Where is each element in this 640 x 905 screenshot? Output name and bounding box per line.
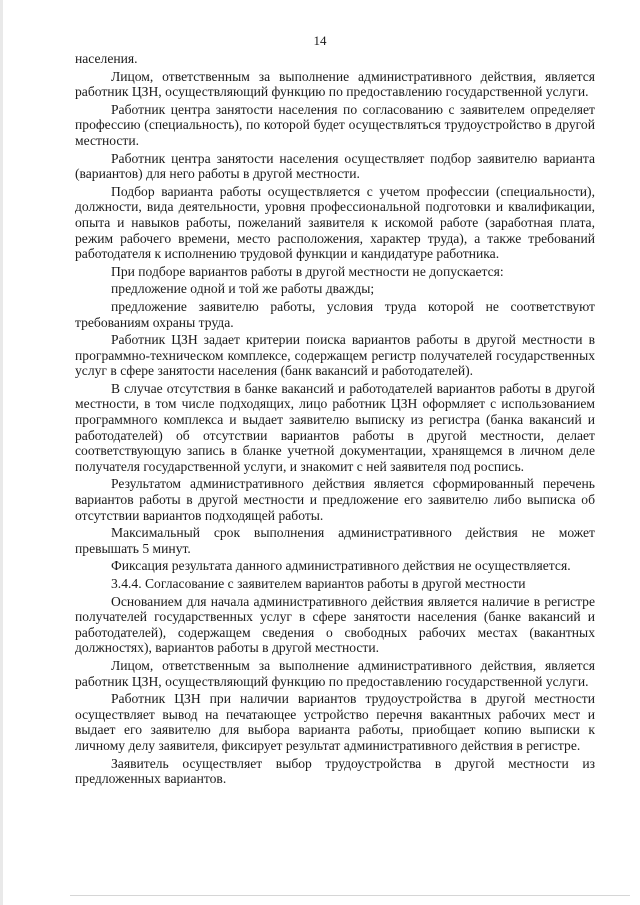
paragraph: Работник ЦЗН задает критерии поиска вариантов работы в другой местности в программно-техническом комплексе, содержащем регистр получателей государственных услуг в сфере занятости населения (банк вакансий и работодателей). xyxy=(75,332,595,379)
paragraph: Работник центра занятости населения по согласованию с заявителем определяет профессию (специальность), по которой будет осуществляться трудоустройство в другой местности. xyxy=(75,101,595,148)
scan-edge xyxy=(0,0,3,905)
paragraph: населения. xyxy=(75,51,138,66)
paragraph: Работник центра занятости населения осуществляет подбор заявителю варианта (вариантов) для него работы в другой местности. xyxy=(75,150,595,182)
page-number: 14 xyxy=(313,33,327,48)
paragraph: Результатом административного действия является сформированный перечень вариантов работы в другой местности и предложение его заявителю либо выписка об отсутствии вариантов подходящей работы. xyxy=(75,476,595,523)
paragraph: 3.4.4. Согласование с заявителем вариантов работы в другой местности xyxy=(111,576,526,591)
paragraph: Лицом, ответственным за выполнение административного действия, является работник ЦЗН, осуществляющий функцию по предоставлению государственной услуги. xyxy=(75,68,595,100)
paragraph: Фиксация результата данного административного действия не осуществляется. xyxy=(111,558,571,574)
paragraph: предложение одной и той же работы дважды; xyxy=(111,281,375,297)
paragraph: Максимальный срок выполнения административного действия не может превышать 5 минут. xyxy=(75,525,595,556)
paragraph: Работник ЦЗН при наличии вариантов трудоустройства в другой местности осуществляет вывод на печатающее устройство перечня вакантных рабочих мест и выдает его заявителю для выбора варианта работы, приобщает копию выписки к личному делу заявителя, фиксирует результат административного действия в регистре. xyxy=(75,691,595,753)
scan-bottom-edge xyxy=(70,895,630,896)
paragraph: предложение заявителю работы, условия труда которой не соответствуют требованиям охраны труда. xyxy=(75,298,595,330)
paragraph: Подбор варианта работы осуществляется с учетом профессии (специальности), должности, вида деятельности, уровня профессиональной подготовки и квалификации, опыта и навыков работы, пожеланий заявителя к искомой работе (заработная плата, режим рабочего времени, место расположения, характер труда), а также требований работодателя к исполнению трудовой функции и кандидатуре работника. xyxy=(75,183,595,262)
paragraph: Лицом, ответственным за выполнение административного действия, является работник ЦЗН, осуществляющий функцию по предоставлению государственной услуги. xyxy=(75,657,595,689)
body-text xyxy=(75,51,595,787)
paragraph: Основанием для начала административного действия является наличие в регистре получателей государственных услуг в сфере занятости населения (банке вакансий и работодателей), содержащем сведения о свободных рабочих местах (вакантных должностях), вариантов работы в другой местности. xyxy=(75,593,595,656)
paragraph: Заявитель осуществляет выбор трудоустройства в другой местности из предложенных вариантов. xyxy=(75,755,595,787)
paragraph: При подборе вариантов работы в другой местности не допускается: xyxy=(111,263,504,279)
paragraph: В случае отсутствия в банке вакансий и работодателей вариантов работы в другой местности, в том числе подходящих, лицо работник ЦЗН оформляет с использованием программного комплекса и выдает заявителю выписку из регистра (банка вакансий и работодателей) об отсутствии вариантов работы в другой местности, делает соответствующую запись в бланке учетной документации, хранящемся в личном деле получателя государственной услуги, и знакомит с ней заявителя под роспись. xyxy=(75,380,595,474)
